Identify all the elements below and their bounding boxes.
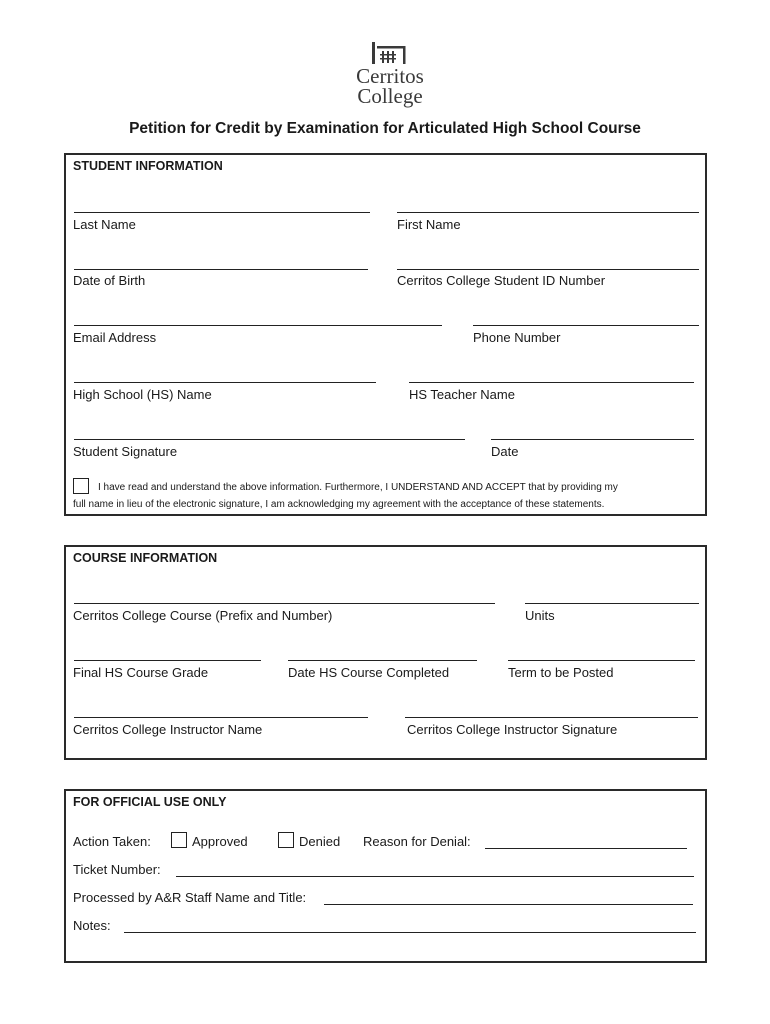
ticket-number-label: Ticket Number:: [73, 862, 161, 877]
section-heading: COURSE INFORMATION: [73, 551, 218, 565]
course-information-section: [64, 545, 707, 760]
acknowledgement-line2: full name in lieu of the electronic signature, I am acknowledging my agreement with the acceptance of these statements.: [73, 499, 605, 510]
processed-by-field[interactable]: [324, 904, 693, 905]
last-name-label: Last Name: [73, 217, 136, 232]
approved-checkbox[interactable]: [171, 832, 187, 848]
official-use-section: [64, 789, 707, 963]
processed-by-label: Processed by A&R Staff Name and Title:: [73, 890, 307, 905]
logo-text-line1: Cerritos: [356, 64, 424, 88]
form-title: Petition for Credit by Examination for Articulated High School Course: [129, 120, 641, 137]
instructor-name-label: Cerritos College Instructor Name: [73, 722, 263, 737]
high-school-name-field[interactable]: [74, 382, 376, 383]
instructor-signature-field[interactable]: [405, 717, 698, 718]
first-name-field[interactable]: [397, 212, 699, 213]
term-field[interactable]: [508, 660, 695, 661]
final-grade-field[interactable]: [74, 660, 261, 661]
first-name-label: First Name: [397, 217, 461, 232]
action-taken-label: Action Taken:: [73, 834, 151, 849]
final-grade-label: Final HS Course Grade: [73, 665, 209, 680]
acknowledgement-line1: I have read and understand the above information. Furthermore, I UNDERSTAND AND ACCEPT that by providing my: [98, 482, 618, 493]
reason-for-denial-field[interactable]: [485, 848, 687, 849]
term-label: Term to be Posted: [508, 665, 614, 680]
date-of-birth-label: Date of Birth: [73, 273, 146, 288]
logo-text-line2: College: [357, 84, 423, 108]
reason-for-denial-label: Reason for Denial:: [363, 834, 471, 849]
denied-label: Denied: [299, 834, 341, 849]
date-completed-field[interactable]: [288, 660, 477, 661]
email-field[interactable]: [74, 325, 442, 326]
course-field[interactable]: [74, 603, 495, 604]
signature-date-field[interactable]: [491, 439, 694, 440]
hs-teacher-field[interactable]: [409, 382, 694, 383]
email-label: Email Address: [73, 330, 157, 345]
acknowledgement-text: [73, 479, 703, 513]
student-information-section: [64, 153, 707, 516]
units-label: Units: [525, 608, 555, 623]
high-school-name-label: High School (HS) Name: [73, 387, 212, 402]
notes-field[interactable]: [124, 932, 696, 933]
instructor-signature-label: Cerritos College Instructor Signature: [407, 722, 618, 737]
section-heading: FOR OFFICIAL USE ONLY: [73, 795, 227, 809]
last-name-field[interactable]: [74, 212, 370, 213]
notes-label: Notes:: [73, 918, 111, 933]
building-icon: [370, 40, 410, 66]
ticket-number-field[interactable]: [176, 876, 694, 877]
student-signature-field[interactable]: [74, 439, 465, 440]
units-field[interactable]: [525, 603, 699, 604]
date-completed-label: Date HS Course Completed: [288, 665, 450, 680]
student-id-field[interactable]: [397, 269, 699, 270]
phone-field[interactable]: [473, 325, 699, 326]
course-label: Cerritos College Course (Prefix and Number): [73, 608, 333, 623]
student-id-label: Cerritos College Student ID Number: [397, 273, 606, 288]
hs-teacher-label: HS Teacher Name: [409, 387, 515, 402]
approved-label: Approved: [192, 834, 248, 849]
denied-checkbox[interactable]: [278, 832, 294, 848]
instructor-name-field[interactable]: [74, 717, 368, 718]
phone-label: Phone Number: [473, 330, 561, 345]
student-signature-label: Student Signature: [73, 444, 178, 459]
signature-date-label: Date: [491, 444, 519, 459]
section-heading: STUDENT INFORMATION: [73, 159, 223, 173]
date-of-birth-field[interactable]: [74, 269, 368, 270]
college-logo: [340, 40, 440, 108]
